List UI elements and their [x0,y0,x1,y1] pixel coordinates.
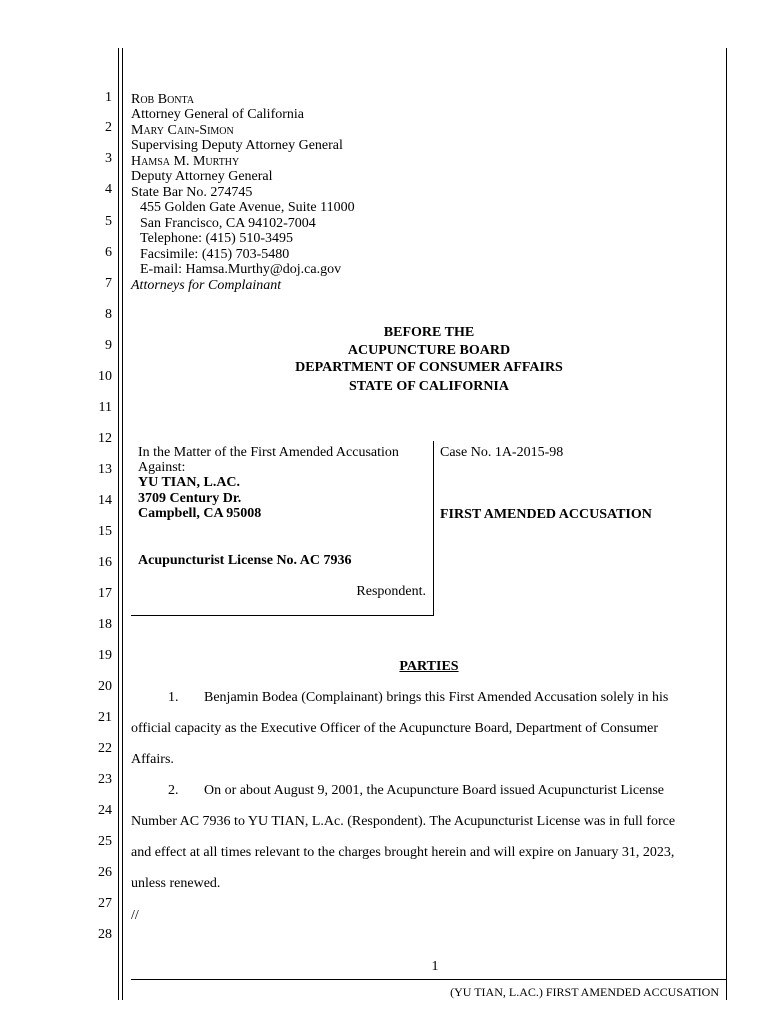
line-number: 12 [98,431,112,446]
line-number: 18 [98,617,112,632]
heading-before-the: BEFORE THE [383,325,475,340]
line-number: 5 [105,214,112,229]
heading-state: STATE OF CALIFORNIA [349,379,509,394]
line-number: 9 [105,338,112,353]
section-heading-parties: PARTIES [399,659,459,674]
line-number: 3 [105,151,112,166]
matter-line-2: Against: [138,460,186,475]
case-number: Case No. 1A-2015-98 [440,445,564,460]
heading-department: DEPARTMENT OF CONSUMER AFFAIRS [295,360,563,375]
supervising-deputy-title: Supervising Deputy Attorney General [131,138,343,153]
caption-bottom-rule [131,615,434,616]
footer-title: (YU TIAN, L.AC.) FIRST AMENDED ACCUSATION [450,985,719,999]
line-number: 25 [98,834,112,849]
paragraph-2-line-4: unless renewed. [131,876,221,891]
paragraph-2-line-1: On or about August 9, 2001, the Acupuncture Board issued Acupuncturist License [204,783,664,798]
line-number: 24 [98,803,112,818]
page-number: 1 [431,959,439,974]
line-number: 16 [98,555,112,570]
line-number: 14 [98,493,112,508]
line-number: 2 [105,120,112,135]
line-number: 4 [105,182,112,197]
matter-line-1: In the Matter of the First Amended Accusation [138,445,399,460]
paragraph-2-number: 2. [168,783,179,798]
respondent-label: Respondent. [356,584,426,599]
respondent-address-2: Campbell, CA 95008 [138,506,262,521]
line-number: 23 [98,772,112,787]
address-line-2: San Francisco, CA 94102-7004 [140,216,316,231]
left-margin-rule-inner [122,48,123,1000]
attorney-general-title: Attorney General of California [131,107,304,122]
email: E-mail: Hamsa.Murthy@doj.ca.gov [140,262,342,277]
line-number: 28 [98,927,112,942]
document-title: FIRST AMENDED ACCUSATION [440,507,652,522]
paragraph-1-number: 1. [168,690,179,705]
right-margin-rule [726,48,727,1000]
line-number: 21 [98,710,112,725]
attorney-general-name: Rob Bonta [131,92,195,107]
facsimile: Facsimile: (415) 703-5480 [140,247,290,262]
line-number: 7 [105,276,112,291]
respondent-name: YU TIAN, L.AC. [138,475,241,490]
line-number: 11 [98,400,112,415]
respondent-address-1: 3709 Century Dr. [138,491,242,506]
line-number: 19 [98,648,112,663]
deputy-name: Hamsa M. Murthy [131,154,240,169]
continuation-marker: // [131,908,139,923]
line-number: 17 [98,586,112,601]
address-line-1: 455 Golden Gate Avenue, Suite 11000 [140,200,355,215]
line-number: 22 [98,741,112,756]
footer-rule [131,979,727,980]
paragraph-2-line-2: Number AC 7936 to YU TIAN, L.Ac. (Respondent). The Acupuncturist License was in full force [131,814,676,829]
caption-divider [433,441,434,616]
line-number: 27 [98,896,112,911]
supervising-deputy-name: Mary Cain-Simon [131,123,234,138]
left-margin-rule-outer [118,48,119,1000]
paragraph-2-line-3: and effect at all times relevant to the charges brought herein and will expire on January 31, 2023, [131,845,675,860]
line-number: 26 [98,865,112,880]
line-number: 1 [105,90,112,105]
license-number: Acupuncturist License No. AC 7936 [138,553,352,568]
line-number: 20 [98,679,112,694]
line-number: 8 [105,307,112,322]
line-number: 13 [98,462,112,477]
line-number: 15 [98,524,112,539]
paragraph-1-line-2: official capacity as the Executive Officer of the Acupuncture Board, Department of Consumer [131,721,659,736]
paragraph-1-line-3: Affairs. [131,752,174,767]
deputy-title: Deputy Attorney General [131,169,273,184]
line-number: 10 [98,369,112,384]
telephone: Telephone: (415) 510-3495 [140,231,293,246]
attorneys-role: Attorneys for Complainant [131,278,282,293]
line-number: 6 [105,245,112,260]
paragraph-1-line-1: Benjamin Bodea (Complainant) brings this First Amended Accusation solely in his [204,690,669,705]
state-bar-number: State Bar No. 274745 [131,185,253,200]
heading-board: ACUPUNCTURE BOARD [347,343,511,358]
